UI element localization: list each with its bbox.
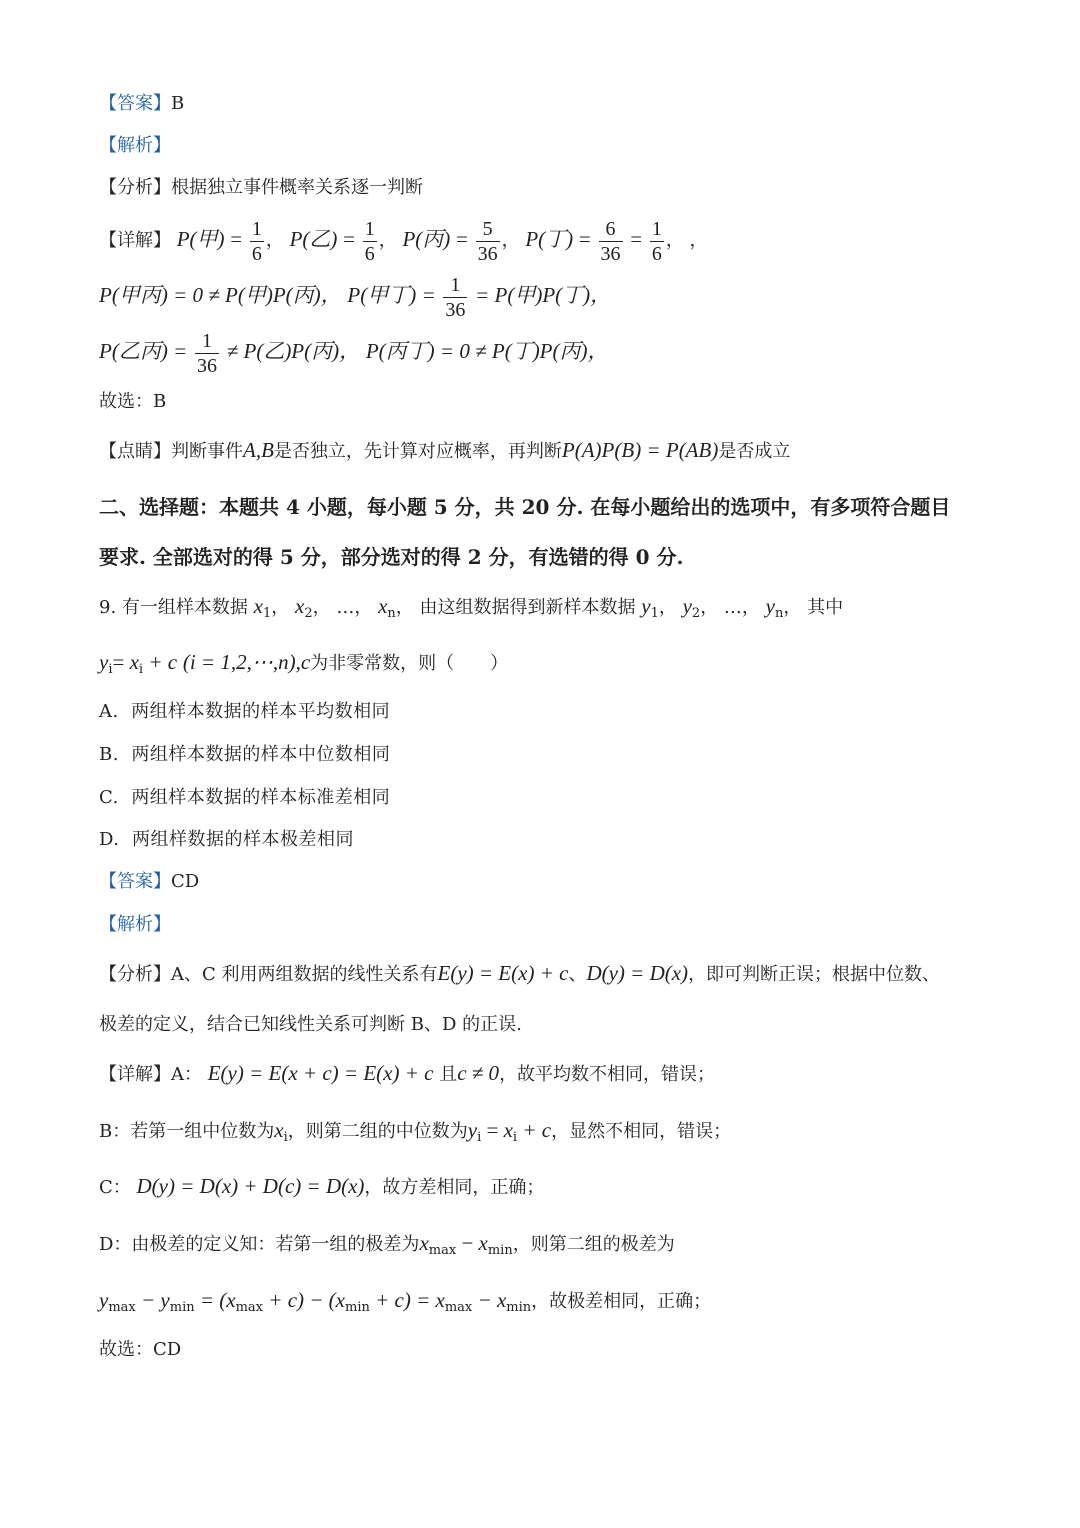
subscript: i (477, 1130, 482, 1145)
prob-jia: P(甲) (176, 227, 225, 251)
subscript: n (387, 606, 396, 621)
detail-line-3 (99, 326, 609, 378)
formula: A,B (243, 438, 274, 462)
formula: − y (135, 1288, 170, 1312)
formula: + c (517, 1118, 552, 1142)
question-9-line-1: 9. 有一组样本数据 $x_1$， $x_2$， …， $x_n$， 由这组数据得到新样本数据 $y_1$， $y_2$， …， $y_n$， 其中 (99, 594, 844, 621)
option-text: 两组样本数据的样本中位数相同 (131, 744, 391, 765)
choice-line-1 (99, 390, 166, 414)
text: D：由极差的定义知：若第一组的极差为 (99, 1234, 420, 1255)
ellipsis: … (336, 597, 355, 618)
subscript: max (108, 1300, 136, 1315)
var: x (378, 594, 388, 618)
minus-sign: − (456, 1231, 479, 1255)
section-heading-line-2 (99, 545, 683, 569)
numerator: 1 (364, 217, 375, 240)
detail-tag: 【详解】 (99, 1064, 171, 1085)
text: 极差的定义，结合已知线性关系可判断 B、D 的正误. (99, 1014, 522, 1035)
answer-value: CD (171, 871, 200, 892)
subscript: 2 (304, 606, 313, 621)
fenxi-tag: 【分析】 (99, 964, 171, 985)
numerator: 1 (251, 217, 262, 240)
text: 、 (568, 964, 587, 985)
prob-bing: P(丙) (402, 227, 451, 251)
fraction (250, 217, 264, 266)
var: y (99, 1288, 109, 1312)
numerator: 1 (651, 217, 662, 240)
equals-sign: = (456, 227, 468, 251)
formula: E(y) = E(x + c) = E(x) + c (207, 1061, 434, 1085)
fraction (443, 273, 467, 322)
fraction (599, 217, 623, 266)
var: x (129, 650, 139, 674)
text: 判断事件 (171, 441, 243, 462)
numerator: 5 (476, 217, 500, 242)
separator: ， (378, 230, 397, 251)
numerator: 6 (599, 217, 623, 242)
formula: P(甲丙) = 0 ≠ P(甲)P(丙)， (99, 283, 342, 307)
fenxi-line-3 (99, 1013, 522, 1037)
prob-ding: P(丁) (525, 227, 574, 251)
text: A： (171, 1064, 202, 1085)
option-a (99, 700, 390, 724)
var: y (99, 650, 109, 674)
formula: P(乙丙) = (99, 339, 188, 363)
detail-tag: 【详解】 (99, 230, 171, 251)
numerator: 1 (443, 273, 467, 298)
denominator: 36 (196, 354, 217, 377)
ellipsis: … (723, 597, 742, 618)
separator: ， (501, 230, 520, 251)
var: x (294, 594, 305, 618)
answer-tag: 【答案】 (99, 871, 171, 892)
subscript: 1 (650, 606, 659, 621)
subscript: 2 (691, 606, 701, 621)
dianjing-line (99, 438, 790, 464)
text: 是否成立 (718, 441, 791, 462)
fraction (476, 217, 500, 266)
denominator: 36 (445, 298, 466, 321)
analysis-tag-line-1 (99, 134, 171, 158)
equals-sign: = (230, 227, 243, 251)
fraction (195, 329, 219, 378)
detail-a-line (99, 1061, 715, 1087)
subscript: min (487, 1243, 513, 1258)
var: y (641, 594, 651, 618)
formula: P(丙丁) = 0 ≠ P(丁)P(丙)， (365, 339, 609, 363)
fraction (363, 217, 377, 266)
formula: = P(甲)P(丁)， (475, 283, 612, 307)
detail-c-line (99, 1174, 544, 1200)
equals-sign: = (630, 227, 643, 251)
subscript: i (108, 662, 113, 677)
choice-text: 故选：B (99, 391, 167, 412)
formula: c ≠ 0 (457, 1061, 500, 1085)
subscript: 1 (262, 606, 272, 621)
text: ，显然不相同，错误； (551, 1121, 732, 1142)
text: ，即可判断正误；根据中位数、 (688, 964, 941, 985)
text: B：若第一组中位数为 (99, 1121, 275, 1142)
prob-yi: P(乙) (289, 227, 338, 251)
denominator: 36 (477, 242, 498, 265)
subscript: min (506, 1300, 532, 1315)
detail-d-line-1 (99, 1231, 675, 1257)
choice-line-2 (99, 1338, 181, 1362)
section-heading-line-1 (99, 495, 950, 519)
analysis-tag: 【解析】 (99, 914, 171, 935)
option-text: 两组样本数据的样本平均数相同 (131, 701, 391, 722)
var: y (682, 594, 692, 618)
subscript: n (774, 606, 784, 621)
option-text: 两组样本数据的样本标准差相同 (131, 787, 391, 808)
equals-sign: = (481, 1118, 504, 1142)
formula: P(甲丁) = (347, 283, 436, 307)
var: x (419, 1231, 429, 1255)
fraction (650, 217, 664, 266)
equals-sign: = (578, 227, 591, 251)
detail-d-line-2 (99, 1288, 711, 1314)
equals-sign: = (112, 650, 130, 674)
subscript: i (138, 662, 144, 677)
denominator: 36 (600, 242, 621, 265)
subscript: i (283, 1130, 288, 1145)
dianjing-tag: 【点睛】 (99, 441, 171, 462)
detail-line-1 (99, 214, 708, 266)
formula: P(A)P(B) = P(AB) (561, 438, 719, 462)
text: ，则第二组的极差为 (512, 1234, 675, 1255)
formula: D(y) = D(x) (586, 961, 689, 985)
formula: ≠ P(乙)P(丙)， (226, 339, 361, 363)
option-label: C. (99, 787, 119, 808)
text: 9. 有一组样本数据 (99, 597, 248, 618)
fenxi-tag: 【分析】 (99, 177, 171, 198)
text: 为非零常数，则（ ） (310, 653, 509, 674)
formula: + c) = x (369, 1288, 445, 1312)
option-c (99, 786, 390, 810)
formula: + c) − (x (263, 1288, 346, 1312)
detail-line-2 (99, 270, 611, 322)
analysis-tag-line-2 (99, 913, 171, 937)
text: ，故平均数不相同，错误； (499, 1064, 716, 1085)
var: y (467, 1118, 478, 1142)
subscript: max (444, 1300, 473, 1315)
text: 且 (439, 1064, 458, 1085)
text: 是否独立，先计算对应概率，再判断 (273, 441, 562, 462)
text: C： (99, 1177, 131, 1198)
separator: ， (265, 230, 284, 251)
answer-value: B (171, 93, 185, 114)
denominator: 6 (651, 242, 662, 265)
formula: = (x (194, 1288, 236, 1312)
denominator: 6 (251, 242, 262, 265)
fenxi-text: 根据独立事件概率关系逐一判断 (171, 177, 423, 198)
answer-tag: 【答案】 (99, 93, 171, 114)
numerator: 1 (195, 329, 219, 354)
formula: − x (472, 1288, 507, 1312)
text: ，故方差相同，正确； (364, 1177, 545, 1198)
section-heading: 要求. 全部选对的得 5 分，部分选对的得 2 分，有选错的得 0 分. (99, 545, 684, 569)
text: 由这组数据得到新样本数据 (419, 597, 636, 618)
option-text: 两组样数据的样本极差相同 (131, 829, 354, 850)
subscript: i (512, 1130, 518, 1145)
option-label: D. (99, 829, 120, 850)
fenxi-line-1 (99, 176, 423, 200)
option-d (99, 828, 354, 852)
choice-text: 故选：CD (99, 1339, 182, 1360)
fenxi-line-2 (99, 961, 940, 987)
answer-line-2 (99, 870, 199, 894)
section-heading: 二、选择题：本题共 4 小题，每小题 5 分，共 20 分. 在每小题给出的选项中，有多项符合题目 (99, 495, 951, 519)
formula: (i = 1,2,⋯,n),c (182, 650, 311, 674)
subscript: max (235, 1300, 264, 1315)
text: A、C 利用两组数据的线性关系有 (171, 964, 438, 985)
equals-sign: = (343, 227, 356, 251)
subscript: max (428, 1243, 457, 1258)
var: x (274, 1118, 284, 1142)
option-b (99, 743, 390, 767)
analysis-tag: 【解析】 (99, 135, 171, 156)
var: y (765, 594, 775, 618)
text: ，则第二组的中位数为 (287, 1121, 468, 1142)
var: x (253, 594, 263, 618)
var: x (478, 1231, 488, 1255)
text: ，故极差相同，正确； (531, 1291, 712, 1312)
option-label: A. (99, 701, 119, 722)
var: x (503, 1118, 513, 1142)
formula: D(y) = D(x) + D(c) = D(x) (136, 1174, 365, 1198)
option-label: B. (99, 744, 119, 765)
subscript: min (345, 1300, 370, 1315)
detail-b-line (99, 1118, 731, 1144)
trailing-commas: ， ， (665, 230, 708, 251)
formula: E(y) = E(x) + c (437, 961, 569, 985)
answer-line-1 (99, 92, 184, 116)
denominator: 6 (364, 242, 375, 265)
formula: + c (143, 650, 178, 674)
text: 其中 (807, 597, 844, 618)
question-9-line-2 (99, 650, 508, 676)
subscript: min (169, 1300, 195, 1315)
